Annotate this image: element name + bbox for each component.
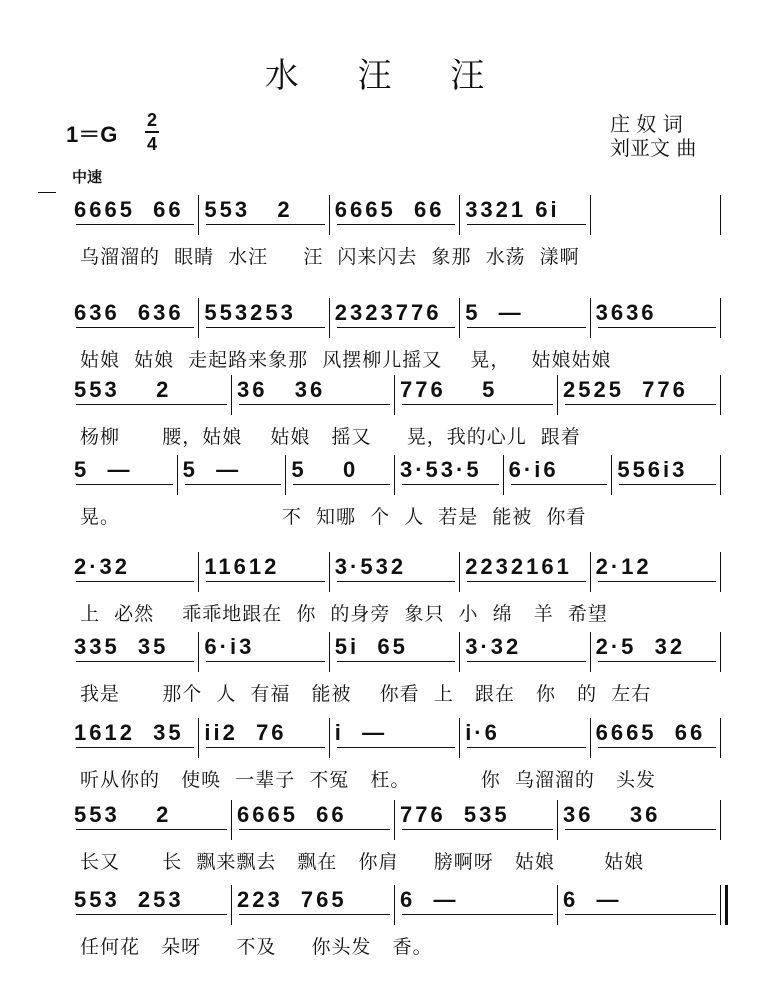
lyrics-line: 晃。 不 知哪 个 人 若是 能被 你看 [80, 506, 587, 528]
measure [70, 298, 200, 342]
jianpu-notes: 2525 776 [563, 377, 688, 402]
beam-line [598, 747, 716, 748]
measure [200, 632, 330, 676]
barline [459, 632, 460, 672]
barline [394, 455, 395, 495]
barline [329, 632, 330, 672]
barline [611, 455, 612, 495]
barline [459, 298, 460, 338]
jianpu-notes: 553 253 [74, 887, 184, 912]
measure [331, 632, 461, 676]
measure [200, 552, 330, 596]
lyrics-line: 杨柳 腰，姑娘 姑娘 摇又 晃，我的心儿 跟着 [80, 426, 581, 448]
music-system [70, 195, 722, 285]
measure [559, 885, 722, 929]
beam-line [239, 829, 390, 830]
barline [720, 375, 721, 415]
measure [70, 800, 233, 844]
jianpu-notes: i — [334, 720, 388, 745]
beam-line [76, 747, 194, 748]
barline [198, 195, 199, 235]
key-signature: 1＝G [66, 122, 118, 147]
beam-line [467, 747, 585, 748]
lyrics-line: 任何花 朵呀 不及 你头发 香。 [80, 936, 433, 958]
jianpu-notes: 6665 66 [334, 197, 445, 222]
barline [720, 195, 721, 235]
jianpu-notes: 3·32 [465, 634, 522, 659]
lyrics-line: 听从你的 使唤 一辈子 不冤 枉。 你 乌溜溜的 头发 [80, 769, 656, 791]
barline [720, 552, 721, 592]
beam-line [598, 327, 716, 328]
jianpu-notes: 223 765 [237, 887, 347, 912]
beam-line [402, 404, 553, 405]
jianpu-notes: 6665 66 [595, 720, 706, 745]
measure [179, 455, 288, 499]
jianpu-notes: 2·32 [74, 554, 131, 579]
beam-line [76, 581, 194, 582]
barline [720, 718, 721, 758]
jianpu-notes: i·6 [465, 720, 500, 745]
measure [592, 718, 722, 762]
measure [70, 455, 179, 499]
beam-line [467, 581, 585, 582]
measure [613, 455, 722, 499]
measure [331, 195, 461, 239]
lyrics-line: 姑娘 姑娘 走起路来象那 风摆柳儿摇又 晃， 姑娘姑娘 [80, 349, 612, 371]
barline [329, 298, 330, 338]
jianpu-notes: 2323776 [334, 300, 442, 325]
music-system [70, 632, 722, 722]
measure [592, 298, 722, 342]
beam-line [565, 829, 716, 830]
measure [559, 800, 722, 844]
barline [329, 552, 330, 592]
time-signature [145, 110, 159, 154]
barline [329, 718, 330, 758]
measure [505, 455, 614, 499]
jianpu-notes: 2·12 [595, 554, 652, 579]
measure [200, 195, 330, 239]
barline [557, 375, 558, 415]
jianpu-notes: 36 36 [563, 802, 661, 827]
jianpu-notes: 636 636 [74, 300, 184, 325]
jianpu-notes: 3636 [595, 300, 657, 325]
jianpu-notes: 3·53·5 [400, 457, 482, 482]
measure [461, 552, 591, 596]
jianpu-notes: 1612 35 [74, 720, 184, 745]
measure [592, 552, 722, 596]
barline [503, 455, 504, 495]
lyrics-line: 上 必然 乖乖地跟在 你 的身旁 象只 小 绵 羊 希望 [80, 603, 608, 625]
measure [592, 195, 722, 239]
beam-line [76, 829, 227, 830]
barline [590, 718, 591, 758]
music-system [70, 718, 722, 808]
beam-line [206, 581, 324, 582]
measure [396, 455, 505, 499]
measure [461, 195, 591, 239]
barline [557, 800, 558, 840]
beam-line [293, 484, 390, 485]
beam-line [598, 581, 716, 582]
beam-line [511, 484, 608, 485]
barline [285, 455, 286, 495]
beam-line [402, 914, 553, 915]
barline [231, 885, 232, 925]
beam-line [76, 224, 194, 225]
music-system [70, 552, 722, 642]
measure [396, 375, 559, 419]
jianpu-notes: 6665 66 [74, 197, 184, 222]
beam-line [337, 581, 455, 582]
measure [70, 632, 200, 676]
barline [557, 885, 558, 925]
measure [70, 375, 233, 419]
jianpu-notes: 5 — [465, 300, 524, 325]
beam-line [239, 914, 390, 915]
time-signature-bar [145, 131, 159, 133]
jianpu-notes: 5 0 [291, 457, 359, 482]
measure [233, 375, 396, 419]
music-system [70, 455, 722, 545]
jianpu-notes: 6 — [563, 887, 622, 912]
jianpu-notes: 335 35 [74, 634, 169, 659]
beam-line [206, 747, 324, 748]
measure [200, 718, 330, 762]
composer-credit: 刘亚文 曲 [610, 136, 697, 160]
beam-line [206, 224, 324, 225]
beam-line [185, 484, 282, 485]
beam-line [337, 747, 455, 748]
barline [177, 455, 178, 495]
music-system [70, 800, 722, 890]
barline [198, 298, 199, 338]
barline [198, 552, 199, 592]
jianpu-notes: 5 — [74, 457, 133, 482]
jianpu-notes: 776 535 [400, 802, 510, 827]
barline [459, 195, 460, 235]
beam-line [206, 327, 324, 328]
beam-line [467, 224, 585, 225]
measure [331, 298, 461, 342]
barline [394, 800, 395, 840]
beam-line [206, 661, 324, 662]
time-signature-bottom: 4 [146, 134, 157, 154]
barline [720, 455, 721, 495]
barline [394, 885, 395, 925]
jianpu-notes: 553 2 [204, 197, 293, 222]
barline [198, 718, 199, 758]
jianpu-notes: 2·5 32 [595, 634, 686, 659]
barline [720, 632, 721, 672]
jianpu-notes: 553 2 [74, 377, 172, 402]
beam-line [402, 829, 553, 830]
jianpu-notes: 2232161 [465, 554, 572, 579]
jianpu-notes: 553 2 [74, 802, 172, 827]
barline [720, 298, 721, 338]
beam-line [76, 661, 194, 662]
barline [459, 718, 460, 758]
jianpu-notes: ii2 76 [204, 720, 287, 745]
measure [592, 632, 722, 676]
song-title: 水 汪 汪 [264, 56, 509, 96]
measure [287, 455, 396, 499]
barline [590, 298, 591, 338]
beam-line [467, 661, 585, 662]
credits [610, 112, 696, 160]
barline [231, 800, 232, 840]
lyrics-line: 长又 长 飘来飘去 飘在 你肩 膀啊呀 姑娘 姑娘 [80, 851, 645, 873]
time-signature-top: 2 [146, 110, 157, 130]
jianpu-notes: 556i3 [617, 457, 688, 482]
jianpu-notes: 3321 6i [465, 197, 560, 222]
barline [590, 552, 591, 592]
tempo-marking: 中速 [72, 168, 103, 186]
measure [70, 195, 200, 239]
jianpu-notes: 6 — [400, 887, 459, 912]
beam-line [619, 484, 716, 485]
jianpu-notes: 776 5 [400, 377, 498, 402]
measure [233, 885, 396, 929]
jianpu-notes: 5i 65 [334, 634, 408, 659]
barline [231, 375, 232, 415]
lyricist-credit: 庄 奴 词 [610, 112, 683, 136]
measure [70, 885, 233, 929]
barline [590, 632, 591, 672]
margin-mark [38, 192, 56, 193]
jianpu-notes: 553253 [204, 300, 296, 325]
beam-line [337, 327, 455, 328]
beam-line [76, 327, 194, 328]
beam-line [565, 404, 716, 405]
measure [396, 885, 559, 929]
barline [198, 632, 199, 672]
beam-line [239, 404, 390, 405]
measure [461, 298, 591, 342]
measure [559, 375, 722, 419]
beam-line [565, 914, 716, 915]
jianpu-notes: 11612 [204, 554, 280, 579]
beam-line [598, 661, 716, 662]
music-system [70, 885, 722, 975]
beam-line [467, 327, 585, 328]
jianpu-notes: 36 36 [237, 377, 326, 402]
measure [200, 298, 330, 342]
barline [459, 552, 460, 592]
measure [331, 552, 461, 596]
barline [590, 195, 591, 235]
measure [331, 718, 461, 762]
beam-line [337, 661, 455, 662]
beam-line [76, 484, 173, 485]
jianpu-notes: 6665 66 [237, 802, 347, 827]
measure [461, 718, 591, 762]
beam-line [76, 404, 227, 405]
measure [70, 552, 200, 596]
measure [233, 800, 396, 844]
measure [396, 800, 559, 844]
music-system [70, 375, 722, 465]
jianpu-notes: 6·i3 [204, 634, 255, 659]
beam-line [76, 914, 227, 915]
lyrics-line: 我是 那个 人 有福 能被 你看 上 跟在 你 的 左右 [80, 683, 652, 705]
measure [70, 718, 200, 762]
final-barline [720, 885, 728, 925]
beam-line [337, 224, 455, 225]
beam-line [402, 484, 499, 485]
jianpu-notes: 5 — [182, 457, 242, 482]
measure [461, 632, 591, 676]
jianpu-notes: 6·i6 [508, 457, 559, 482]
lyrics-line: 乌溜溜的 眼睛 水汪 汪 闪来闪去 象那 水荡 漾啊 [80, 246, 580, 268]
barline [720, 800, 721, 840]
barline [329, 195, 330, 235]
barline [394, 375, 395, 415]
jianpu-notes: 3·532 [334, 554, 407, 579]
